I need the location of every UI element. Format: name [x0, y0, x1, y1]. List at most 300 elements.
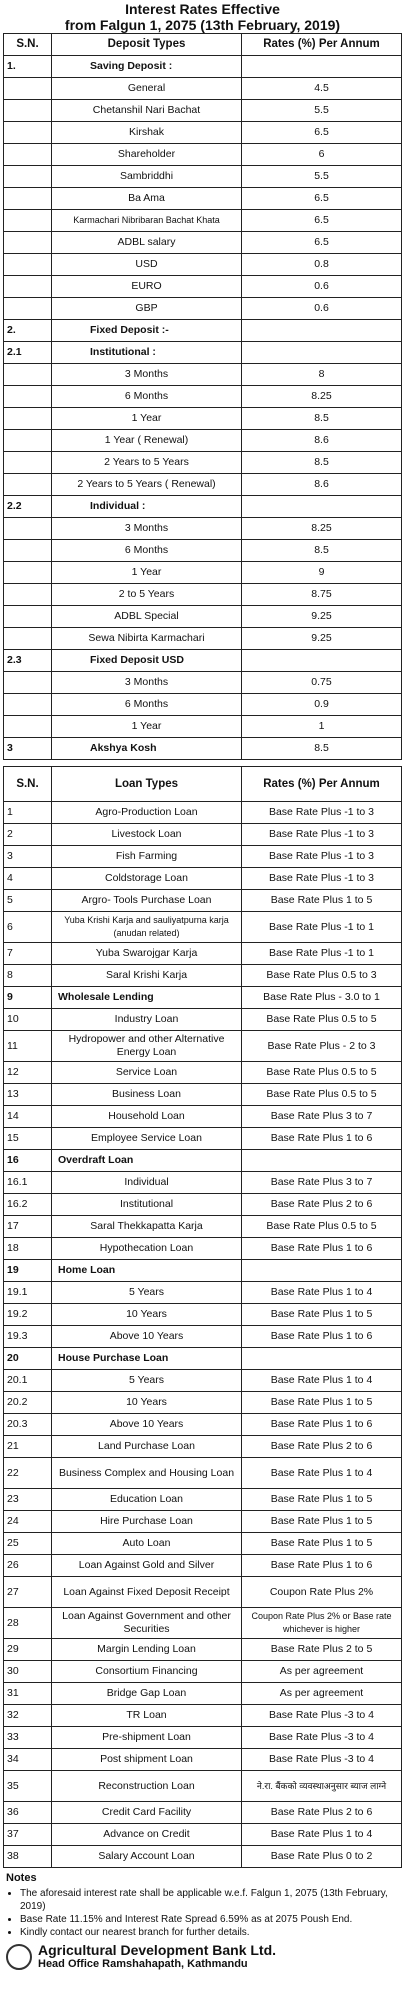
table-row — [4, 188, 402, 210]
loan-sn-cell: 8 — [4, 965, 52, 987]
deposit-sn-cell — [4, 716, 52, 738]
loan-sn-cell: 4 — [4, 868, 52, 890]
table-row — [4, 1282, 402, 1304]
deposit-rate-cell: 0.6 — [242, 276, 402, 298]
title-line-1: Interest Rates Effective — [125, 1, 280, 17]
deposit-rate-cell: 6.5 — [242, 210, 402, 232]
table-row — [4, 1062, 402, 1084]
deposit-rate-cell: 9.25 — [242, 628, 402, 650]
loan-type-cell: Education Loan — [52, 1489, 242, 1511]
table-row — [4, 254, 402, 276]
deposit-type-cell: Chetanshil Nari Bachat — [52, 100, 242, 122]
deposit-type-cell: Sambriddhi — [52, 166, 242, 188]
table-row — [4, 1749, 402, 1771]
deposit-type-cell: ADBL Special — [52, 606, 242, 628]
loan-type-cell: Reconstruction Loan — [52, 1771, 242, 1802]
loan-type-cell: Household Loan — [52, 1106, 242, 1128]
table-row — [4, 166, 402, 188]
loan-sn-cell: 30 — [4, 1661, 52, 1683]
notes-title: Notes — [6, 1872, 37, 1884]
loan-rate-cell: Base Rate Plus 1 to 5 — [242, 890, 402, 912]
loan-rate-cell: Base Rate Plus 0.5 to 5 — [242, 1216, 402, 1238]
loan-type-cell: Coldstorage Loan — [52, 868, 242, 890]
deposit-rate-cell: 5.5 — [242, 100, 402, 122]
table-row — [4, 943, 402, 965]
deposit-rate-cell: 8.5 — [242, 540, 402, 562]
loan-rate-cell: Base Rate Plus 3 to 7 — [242, 1106, 402, 1128]
loan-type-cell: Yuba Swarojgar Karja — [52, 943, 242, 965]
table-row — [4, 606, 402, 628]
loan-sn-cell: 7 — [4, 943, 52, 965]
loan-type-cell: 10 Years — [52, 1304, 242, 1326]
table-row — [4, 1260, 402, 1282]
loan-sn-cell: 10 — [4, 1009, 52, 1031]
table-row — [4, 1304, 402, 1326]
deposit-rates-table — [3, 33, 402, 760]
table-row — [4, 562, 402, 584]
table-row — [4, 1511, 402, 1533]
loan-rate-cell: Base Rate Plus 1 to 5 — [242, 1533, 402, 1555]
loan-type-cell: Agro-Production Loan — [52, 802, 242, 824]
table-row — [4, 1084, 402, 1106]
deposit-sn-cell — [4, 694, 52, 716]
deposit-rate-cell — [242, 342, 402, 364]
table-row — [4, 1705, 402, 1727]
bank-footer — [0, 1943, 405, 1970]
note-item: • The aforesaid interest rate shall be applicable w.e.f. Falgun 1, 2075 (13th February, 2019) — [20, 1887, 399, 1913]
deposit-type-cell: Ba Ama — [52, 188, 242, 210]
table-row — [4, 540, 402, 562]
loan-type-cell: Bridge Gap Loan — [52, 1683, 242, 1705]
page-title — [0, 0, 405, 33]
loan-rate-cell: Base Rate Plus -1 to 3 — [242, 802, 402, 824]
deposit-sn-cell — [4, 430, 52, 452]
deposit-rate-cell — [242, 496, 402, 518]
loan-rate-cell — [242, 1150, 402, 1172]
loan-type-cell: Institutional — [52, 1194, 242, 1216]
loan-type-cell: Hire Purchase Loan — [52, 1511, 242, 1533]
table-row — [4, 276, 402, 298]
table-row — [4, 965, 402, 987]
deposit-rows — [4, 56, 402, 760]
deposit-type-cell: Saving Deposit : — [52, 56, 242, 78]
loan-sn-cell: 33 — [4, 1727, 52, 1749]
deposit-header-rate: Rates (%) Per Annum — [242, 34, 402, 56]
deposit-rate-cell — [242, 56, 402, 78]
table-row — [4, 868, 402, 890]
table-row — [4, 1238, 402, 1260]
deposit-type-cell: 6 Months — [52, 386, 242, 408]
deposit-rate-cell — [242, 650, 402, 672]
loan-rate-cell: Base Rate Plus 1 to 6 — [242, 1555, 402, 1577]
loan-sn-cell: 9 — [4, 987, 52, 1009]
deposit-sn-cell — [4, 78, 52, 100]
deposit-rate-cell: 6.5 — [242, 232, 402, 254]
loan-sn-cell: 19.3 — [4, 1326, 52, 1348]
notes-section — [0, 1868, 405, 1943]
loan-sn-cell: 16.2 — [4, 1194, 52, 1216]
loan-sn-cell: 20 — [4, 1348, 52, 1370]
deposit-type-cell: Sewa Nibirta Karmachari — [52, 628, 242, 650]
deposit-sn-cell — [4, 122, 52, 144]
deposit-rate-cell: 8.5 — [242, 452, 402, 474]
loan-sn-cell: 34 — [4, 1749, 52, 1771]
table-row — [4, 890, 402, 912]
loan-sn-cell: 20.3 — [4, 1414, 52, 1436]
loan-rate-cell: Base Rate Plus 1 to 5 — [242, 1304, 402, 1326]
deposit-sn-cell: 2.2 — [4, 496, 52, 518]
table-row — [4, 1577, 402, 1608]
loan-type-cell: Auto Loan — [52, 1533, 242, 1555]
table-row — [4, 1216, 402, 1238]
loan-type-cell: Home Loan — [52, 1260, 242, 1282]
table-row — [4, 650, 402, 672]
deposit-rate-cell: 8.5 — [242, 408, 402, 430]
table-row — [4, 694, 402, 716]
table-row — [4, 672, 402, 694]
loan-rate-cell: As per agreement — [242, 1683, 402, 1705]
head-office: Head Office Ramshahapath, Kathmandu — [38, 1958, 248, 1970]
loan-rate-cell: Base Rate Plus 1 to 4 — [242, 1458, 402, 1489]
table-row — [4, 1326, 402, 1348]
title-line-2: from Falgun 1, 2075 (13th February, 2019) — [64, 17, 341, 33]
loan-sn-cell: 14 — [4, 1106, 52, 1128]
loan-sn-cell: 37 — [4, 1824, 52, 1846]
loan-sn-cell: 24 — [4, 1511, 52, 1533]
deposit-type-cell: EURO — [52, 276, 242, 298]
deposit-rate-cell: 8.25 — [242, 518, 402, 540]
loan-type-cell: Overdraft Loan — [52, 1150, 242, 1172]
table-row — [4, 824, 402, 846]
table-row — [4, 716, 402, 738]
loan-type-cell: Post shipment Loan — [52, 1749, 242, 1771]
note-item: • Kindly contact our nearest branch for further details. — [20, 1926, 399, 1939]
table-row — [4, 1771, 402, 1802]
loan-header-rate: Rates (%) Per Annum — [242, 767, 402, 802]
deposit-rate-cell: 8.6 — [242, 474, 402, 496]
table-row — [4, 320, 402, 342]
table-row — [4, 1031, 402, 1062]
table-row — [4, 1533, 402, 1555]
loan-sn-cell: 31 — [4, 1683, 52, 1705]
loan-header-type: Loan Types — [52, 767, 242, 802]
loan-rate-cell — [242, 1260, 402, 1282]
loan-sn-cell: 26 — [4, 1555, 52, 1577]
loan-type-cell: 10 Years — [52, 1392, 242, 1414]
loan-sn-cell: 15 — [4, 1128, 52, 1150]
table-row — [4, 584, 402, 606]
deposit-type-cell: Shareholder — [52, 144, 242, 166]
loan-sn-cell: 20.2 — [4, 1392, 52, 1414]
loan-rate-cell: Base Rate Plus -1 to 1 — [242, 943, 402, 965]
table-row — [4, 386, 402, 408]
table-row — [4, 430, 402, 452]
deposit-type-cell: GBP — [52, 298, 242, 320]
loan-rate-cell: Coupon Rate Plus 2% or Base rate whichever is higher — [242, 1608, 402, 1639]
loan-type-cell: Hypothecation Loan — [52, 1238, 242, 1260]
loan-sn-cell: 38 — [4, 1846, 52, 1868]
loan-rate-cell: Base Rate Plus -1 to 3 — [242, 868, 402, 890]
loan-type-cell: Advance on Credit — [52, 1824, 242, 1846]
loan-type-cell: Employee Service Loan — [52, 1128, 242, 1150]
loan-sn-cell: 12 — [4, 1062, 52, 1084]
deposit-sn-cell — [4, 672, 52, 694]
loan-sn-cell: 11 — [4, 1031, 52, 1062]
loan-type-cell: House Purchase Loan — [52, 1348, 242, 1370]
table-row — [4, 1555, 402, 1577]
loan-rate-cell: Base Rate Plus 1 to 4 — [242, 1370, 402, 1392]
deposit-sn-cell: 2.1 — [4, 342, 52, 364]
table-row — [4, 1683, 402, 1705]
deposit-sn-cell: 3 — [4, 738, 52, 760]
loan-rate-cell: Base Rate Plus 0.5 to 3 — [242, 965, 402, 987]
deposit-sn-cell — [4, 540, 52, 562]
deposit-rate-cell: 0.9 — [242, 694, 402, 716]
deposit-header-sn: S.N. — [4, 34, 52, 56]
table-row — [4, 1392, 402, 1414]
deposit-rate-cell: 8.6 — [242, 430, 402, 452]
loan-sn-cell: 29 — [4, 1639, 52, 1661]
table-row — [4, 518, 402, 540]
table-row — [4, 1489, 402, 1511]
loan-type-cell: Loan Against Government and other Securities — [52, 1608, 242, 1639]
deposit-type-cell: 6 Months — [52, 540, 242, 562]
loan-type-cell: Individual — [52, 1172, 242, 1194]
deposit-sn-cell — [4, 408, 52, 430]
deposit-sn-cell — [4, 276, 52, 298]
loan-rate-cell: Base Rate Plus 0.5 to 5 — [242, 1084, 402, 1106]
loan-rate-cell — [242, 1348, 402, 1370]
deposit-type-cell: 2 Years to 5 Years — [52, 452, 242, 474]
deposit-type-cell: 3 Months — [52, 364, 242, 386]
deposit-sn-cell — [4, 474, 52, 496]
loan-rate-cell: Base Rate Plus 0 to 2 — [242, 1846, 402, 1868]
loan-rows — [4, 802, 402, 1868]
loan-type-cell: 5 Years — [52, 1370, 242, 1392]
loan-type-cell: Consortium Financing — [52, 1661, 242, 1683]
loan-type-cell: 5 Years — [52, 1282, 242, 1304]
deposit-type-cell: 1 Year ( Renewal) — [52, 430, 242, 452]
table-row — [4, 846, 402, 868]
loan-rate-cell: Base Rate Plus 1 to 6 — [242, 1414, 402, 1436]
table-row — [4, 1194, 402, 1216]
deposit-rate-cell: 0.8 — [242, 254, 402, 276]
deposit-sn-cell — [4, 100, 52, 122]
deposit-rate-cell: 1 — [242, 716, 402, 738]
deposit-type-cell: 2 to 5 Years — [52, 584, 242, 606]
table-row — [4, 1106, 402, 1128]
deposit-sn-cell — [4, 188, 52, 210]
loan-rate-cell: Base Rate Plus -3 to 4 — [242, 1705, 402, 1727]
deposit-type-cell: 1 Year — [52, 408, 242, 430]
loan-type-cell: Argro- Tools Purchase Loan — [52, 890, 242, 912]
loan-sn-cell: 21 — [4, 1436, 52, 1458]
loan-rate-cell: Base Rate Plus - 3.0 to 1 — [242, 987, 402, 1009]
deposit-sn-cell — [4, 606, 52, 628]
loan-sn-cell: 1 — [4, 802, 52, 824]
table-row — [4, 1436, 402, 1458]
loan-type-cell: Service Loan — [52, 1062, 242, 1084]
deposit-type-cell: Akshya Kosh — [52, 738, 242, 760]
loan-sn-cell: 32 — [4, 1705, 52, 1727]
deposit-sn-cell — [4, 386, 52, 408]
deposit-type-cell: Institutional : — [52, 342, 242, 364]
deposit-type-cell: Fixed Deposit :- — [52, 320, 242, 342]
loan-rate-cell: Base Rate Plus -1 to 3 — [242, 824, 402, 846]
table-row — [4, 1824, 402, 1846]
deposit-type-cell: 3 Months — [52, 672, 242, 694]
deposit-header-type: Deposit Types — [52, 34, 242, 56]
loan-type-cell: Credit Card Facility — [52, 1802, 242, 1824]
deposit-sn-cell — [4, 232, 52, 254]
loan-rate-cell: Base Rate Plus 2 to 6 — [242, 1802, 402, 1824]
deposit-rate-cell: 0.75 — [242, 672, 402, 694]
loan-sn-cell: 16 — [4, 1150, 52, 1172]
loan-sn-cell: 19.1 — [4, 1282, 52, 1304]
loan-sn-cell: 28 — [4, 1608, 52, 1639]
table-row — [4, 1414, 402, 1436]
table-row — [4, 144, 402, 166]
loan-sn-cell: 35 — [4, 1771, 52, 1802]
deposit-rate-cell: 8.75 — [242, 584, 402, 606]
loan-sn-cell: 18 — [4, 1238, 52, 1260]
table-row — [4, 1009, 402, 1031]
table-row — [4, 298, 402, 320]
loan-type-cell: TR Loan — [52, 1705, 242, 1727]
table-row — [4, 1128, 402, 1150]
deposit-type-cell: Kirshak — [52, 122, 242, 144]
loan-rate-cell: As per agreement — [242, 1661, 402, 1683]
loan-rate-cell: Base Rate Plus 1 to 5 — [242, 1489, 402, 1511]
table-row — [4, 100, 402, 122]
loan-rate-cell: Base Rate Plus 1 to 6 — [242, 1326, 402, 1348]
loan-type-cell: Hydropower and other Alternative Energy Loan — [52, 1031, 242, 1062]
deposit-sn-cell — [4, 254, 52, 276]
loan-type-cell: Saral Thekkapatta Karja — [52, 1216, 242, 1238]
deposit-sn-cell — [4, 452, 52, 474]
loan-type-cell: Margin Lending Loan — [52, 1639, 242, 1661]
loan-sn-cell: 19 — [4, 1260, 52, 1282]
deposit-rate-cell: 6 — [242, 144, 402, 166]
deposit-type-cell: 3 Months — [52, 518, 242, 540]
loan-type-cell: Industry Loan — [52, 1009, 242, 1031]
loan-type-cell: Above 10 Years — [52, 1414, 242, 1436]
loan-rate-cell: Base Rate Plus 1 to 5 — [242, 1511, 402, 1533]
table-row — [4, 628, 402, 650]
table-row — [4, 1639, 402, 1661]
deposit-type-cell: 1 Year — [52, 716, 242, 738]
table-row — [4, 1370, 402, 1392]
loan-sn-cell: 6 — [4, 912, 52, 943]
loan-sn-cell: 5 — [4, 890, 52, 912]
table-row — [4, 474, 402, 496]
table-row — [4, 232, 402, 254]
bank-name: Agricultural Development Bank Ltd. — [38, 1942, 277, 1958]
table-row — [4, 408, 402, 430]
table-row — [4, 1348, 402, 1370]
table-row — [4, 78, 402, 100]
deposit-rate-cell: 6.5 — [242, 122, 402, 144]
table-row — [4, 738, 402, 760]
deposit-rate-cell: 0.6 — [242, 298, 402, 320]
deposit-rate-cell: 4.5 — [242, 78, 402, 100]
loan-sn-cell: 17 — [4, 1216, 52, 1238]
deposit-type-cell: Karmachari Nibribaran Bachat Khata — [52, 210, 242, 232]
deposit-type-cell: USD — [52, 254, 242, 276]
deposit-sn-cell — [4, 628, 52, 650]
deposit-sn-cell — [4, 518, 52, 540]
table-row — [4, 364, 402, 386]
loan-rate-cell: Base Rate Plus 1 to 4 — [242, 1282, 402, 1304]
loan-sn-cell: 22 — [4, 1458, 52, 1489]
deposit-type-cell: 2 Years to 5 Years ( Renewal) — [52, 474, 242, 496]
loan-rate-cell: Base Rate Plus 0.5 to 5 — [242, 1062, 402, 1084]
loan-sn-cell: 25 — [4, 1533, 52, 1555]
loan-type-cell: Business Complex and Housing Loan — [52, 1458, 242, 1489]
deposit-rate-cell — [242, 320, 402, 342]
loan-rates-table — [3, 766, 402, 1868]
deposit-type-cell: General — [52, 78, 242, 100]
deposit-sn-cell: 2.3 — [4, 650, 52, 672]
table-row — [4, 56, 402, 78]
deposit-sn-cell — [4, 584, 52, 606]
loan-rate-cell: Base Rate Plus 2 to 5 — [242, 1639, 402, 1661]
loan-rate-cell: Base Rate Plus -3 to 4 — [242, 1749, 402, 1771]
loan-type-cell: Wholesale Lending — [52, 987, 242, 1009]
loan-rate-cell: Base Rate Plus -1 to 3 — [242, 846, 402, 868]
loan-sn-cell: 19.2 — [4, 1304, 52, 1326]
table-row — [4, 1150, 402, 1172]
deposit-rate-cell: 8 — [242, 364, 402, 386]
deposit-rate-cell: 8.5 — [242, 738, 402, 760]
deposit-type-cell: 6 Months — [52, 694, 242, 716]
loan-sn-cell: 27 — [4, 1577, 52, 1608]
bank-logo-icon — [6, 1944, 32, 1970]
table-row — [4, 1727, 402, 1749]
loan-rate-cell: Base Rate Plus 1 to 4 — [242, 1824, 402, 1846]
loan-rate-cell: ने.रा. बैंकको व्यवस्थाअनुसार ब्याज लाग्ने — [242, 1771, 402, 1802]
loan-rate-cell: Base Rate Plus 1 to 6 — [242, 1238, 402, 1260]
loan-type-cell: Yuba Krishi Karja and sauliyatpurna karja (anudan related) — [52, 912, 242, 943]
table-row — [4, 452, 402, 474]
table-row — [4, 1802, 402, 1824]
loan-rate-cell: Base Rate Plus 1 to 5 — [242, 1392, 402, 1414]
table-row — [4, 1846, 402, 1868]
deposit-rate-cell: 9 — [242, 562, 402, 584]
note-item: • Base Rate 11.15% and Interest Rate Spread 6.59% as at 2075 Poush End. — [20, 1913, 399, 1926]
loan-type-cell: Pre-shipment Loan — [52, 1727, 242, 1749]
deposit-sn-cell — [4, 166, 52, 188]
table-row — [4, 1608, 402, 1639]
loan-sn-cell: 36 — [4, 1802, 52, 1824]
deposit-type-cell: ADBL salary — [52, 232, 242, 254]
table-row — [4, 1172, 402, 1194]
loan-rate-cell: Base Rate Plus - 2 to 3 — [242, 1031, 402, 1062]
deposit-type-cell: Individual : — [52, 496, 242, 518]
loan-type-cell: Land Purchase Loan — [52, 1436, 242, 1458]
table-row — [4, 210, 402, 232]
table-row — [4, 912, 402, 943]
loan-type-cell: Loan Against Gold and Silver — [52, 1555, 242, 1577]
loan-rate-cell: Base Rate Plus 2 to 6 — [242, 1436, 402, 1458]
deposit-rate-cell: 9.25 — [242, 606, 402, 628]
loan-sn-cell: 3 — [4, 846, 52, 868]
table-row — [4, 122, 402, 144]
loan-sn-cell: 13 — [4, 1084, 52, 1106]
deposit-rate-cell: 8.25 — [242, 386, 402, 408]
loan-rate-cell: Base Rate Plus 0.5 to 5 — [242, 1009, 402, 1031]
deposit-rate-cell: 6.5 — [242, 188, 402, 210]
